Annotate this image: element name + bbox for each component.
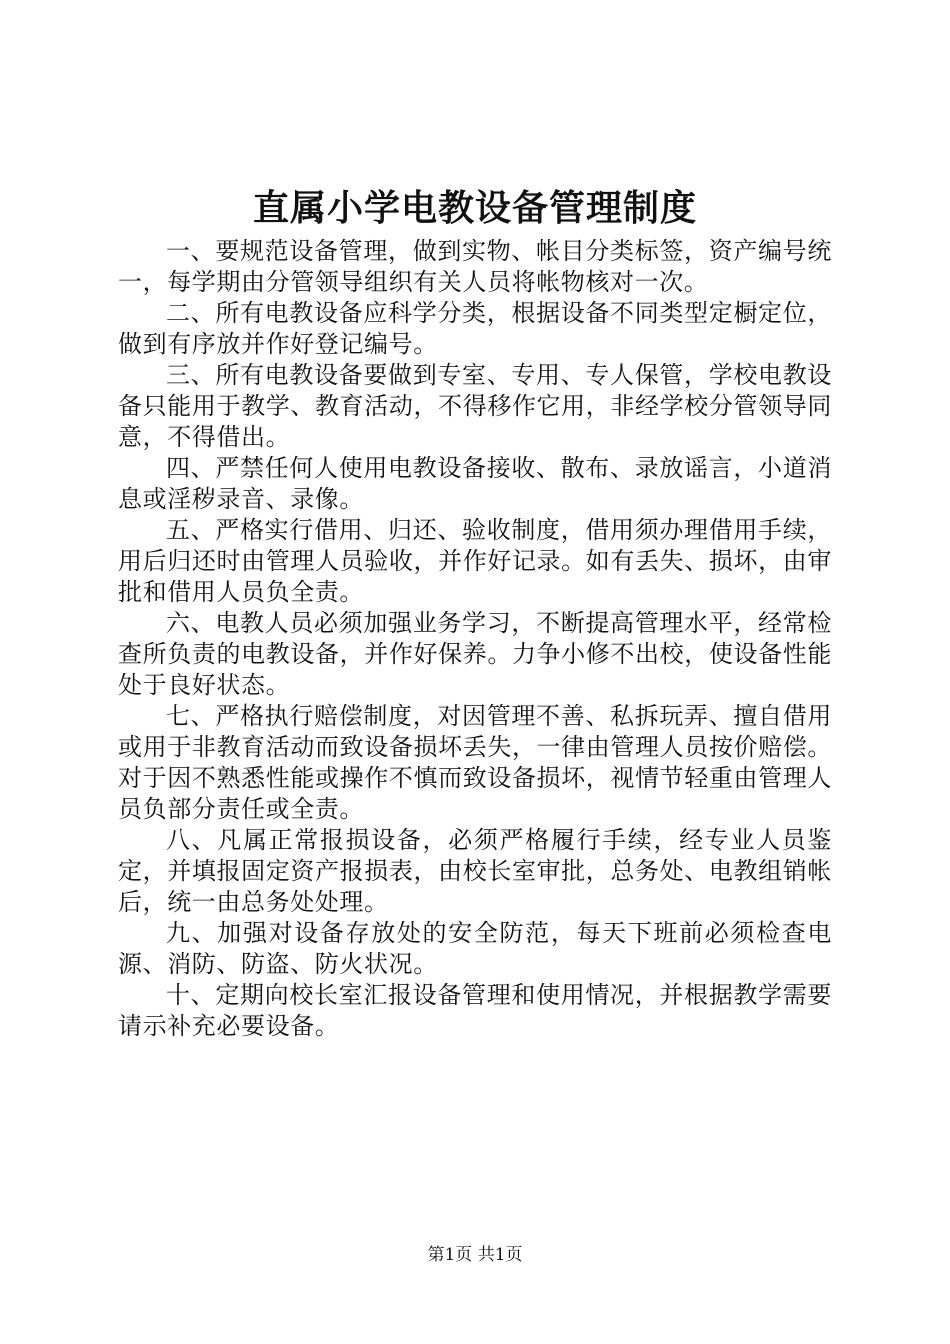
paragraph-6: 六、电教人员必须加强业务学习，不断提高管理水平，经常检查所负责的电教设备，并作好保养。力争小修不出校，使设备性能处于良好状态。 <box>118 609 832 699</box>
paragraph-7: 七、严格执行赔偿制度，对因管理不善、私拆玩弄、擅自借用或用于非教育活动而致设备损坏丢失，一律由管理人员按价赔偿。对于因不熟悉性能或操作不慎而致设备损坏，视情节轻重由管理人员负部分责任或全责。 <box>118 702 832 823</box>
paragraph-3: 三、所有电教设备要做到专室、专用、专人保管，学校电教设备只能用于教学、教育活动，不得移作它用，非经学校分管领导同意，不得借出。 <box>118 361 832 451</box>
paragraph-8: 八、凡属正常报损设备，必须严格履行手续，经专业人员鉴定，并填报固定资产报损表，由校长室审批，总务处、电教组销帐后，统一由总务处处理。 <box>118 826 832 916</box>
document-body <box>118 236 832 1042</box>
paragraph-5: 五、严格实行借用、归还、验收制度，借用须办理借用手续，用后归还时由管理人员验收，并作好记录。如有丢失、损坏，由审批和借用人员负全责。 <box>118 516 832 606</box>
paragraph-9: 九、加强对设备存放处的安全防范，每天下班前必须检查电源、消防、防盗、防火状况。 <box>118 919 832 978</box>
paragraph-1: 一、要规范设备管理，做到实物、帐目分类标签，资产编号统一，每学期由分管领导组织有关人员将帐物核对一次。 <box>118 237 832 296</box>
document-title: 直属小学电教设备管理制度 <box>252 187 697 229</box>
paragraph-2: 二、所有电教设备应科学分类，根据设备不同类型定橱定位，做到有序放并作好登记编号。 <box>118 299 832 358</box>
paragraph-10: 十、定期向校长室汇报设备管理和使用情况，并根据教学需要请示补充必要设备。 <box>118 981 832 1040</box>
page-footer: 第1页 共1页 <box>427 1245 523 1265</box>
paragraph-4: 四、严禁任何人使用电教设备接收、散布、录放谣言，小道消息或淫秽录音、录像。 <box>118 454 832 513</box>
